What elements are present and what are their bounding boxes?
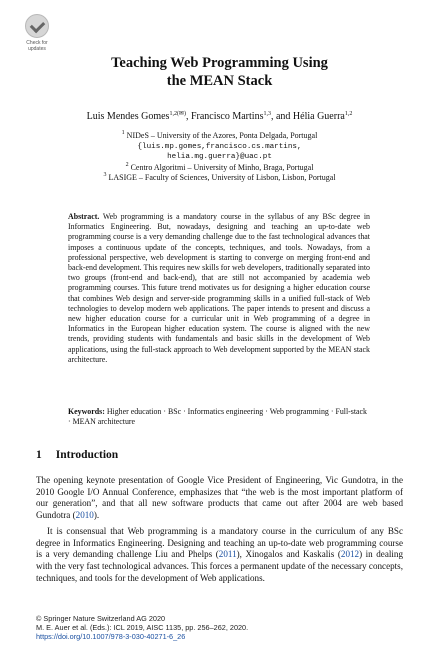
copyright-footer — [36, 614, 248, 642]
affiliation-1: $^1$ NIDeS – University of the Azores, Ponta Delgada, Portugal — [121, 130, 318, 140]
abstract-text: Web programming is a mandatory course in the syllabus of any BSc degree in Informatics Engineering. But, nowadays, designing and teaching an up-to-date web programming course is a very demanding challenge due to the fast technological advances that imposes a continuous update of the concepts, techniques, and tools. Nowadays, from a professional perspective, web development is starting to converge on merging front-end and back-end development. This requires new skills for web developers, traditionally separated into two groups (front-end and back-end), that are still not accompanied by academia web programming courses. This future trend motivates us for designing a higher education course that combines Web design and server-side programming skills in a unified full-stack of Web technologies to develop modern web applications. The paper intends to present and discuss a new higher education course for a curricular unit in Web programming of a degree in Informatics in the European higher education system. The course is aligned with the new trends, providing students with fundamentals and basic skills in the development of Web applications, using the full-stack approach to Web development supported by the MEAN stack architecture. — [68, 212, 370, 364]
title-line1: Teaching Web Programming Using — [111, 55, 328, 71]
author-1-affil: 1,2(✉) — [169, 111, 186, 117]
citation-link[interactable]: 2012 — [340, 549, 360, 560]
citation-link[interactable]: 2011 — [218, 549, 237, 560]
author-3-affil: 1,2 — [344, 111, 353, 117]
author-3: Hélia Guerra — [292, 111, 345, 122]
affiliation-2: $^2$ Centro Algoritmi – University of Minho, Braga, Portugal — [125, 161, 314, 172]
check-updates-icon — [25, 14, 49, 38]
affiliation-3: $^3$ LASIGE – Faculty of Sciences, University of Lisbon, Lisbon, Portugal — [103, 172, 336, 182]
keywords — [68, 407, 370, 427]
badge-line1: Check for — [26, 40, 48, 46]
author-2: Francisco Martins — [190, 111, 264, 122]
author-1: Luis Mendes Gomes — [86, 111, 170, 122]
author-list: Luis Mendes Gomes$^{1,2(✉)}$, Francisco Martins$^{1,3}$, and Hélia Guerra$^{1,2}$ — [86, 111, 353, 122]
badge-line2: updates — [28, 46, 46, 52]
section-number: 1 — [36, 449, 42, 461]
title-line2: the MEAN Stack — [166, 73, 273, 89]
author-2-affil: 1,3 — [263, 111, 271, 117]
email-line-1: {luis.mp.gomes,francisco.cs.martins, — [137, 142, 302, 151]
abstract-label: Abstract. — [68, 212, 100, 221]
paragraph-1: The opening keynote presentation of Google Vice President of Engineering, Vic Gundotra, in the 2010 Google I/O Annual Conference, emphasizes that “the web is the most important platform of our generation”, and that all new software products that came out after 2004 are web based Gundotra (2010). — [36, 475, 403, 521]
body-text — [36, 475, 403, 588]
paper-title — [0, 54, 439, 90]
check-for-updates-badge[interactable] — [22, 14, 52, 54]
copyright-line: © Springer Nature Switzerland AG 2020 — [36, 614, 166, 623]
affiliations — [0, 131, 439, 184]
keywords-text: Higher education · BSc · Informatics engineering · Web programming · Full-stack · MEAN architecture — [68, 407, 368, 427]
citation-line: M. E. Auer et al. (Eds.): ICL 2019, AISC 1135, pp. 256–262, 2020. — [36, 623, 249, 633]
citation-link[interactable]: 2010 — [75, 510, 94, 521]
paragraph-2: It is consensual that Web programming is a mandatory course in the curriculum of any BSc degree in Informatics Engineering. Designing and teaching an up-to-date web programming course is a very demanding challenge Liu and Phelps (2011), Xinogalos and Kaskalis (2012) in dealing with the very fast technological advances. This forces a permanent update of the necessary concepts, techniques, and tools for the development of Web applications. — [36, 525, 403, 583]
email-line-2: helia.mg.guerra}@uac.pt — [167, 153, 272, 161]
doi-link[interactable]: https://doi.org/10.1007/978-3-030-40271-6_26 — [36, 632, 186, 642]
author-separator: and — [275, 111, 291, 122]
keywords-label: Keywords: — [68, 407, 105, 416]
section-heading — [36, 449, 118, 461]
abstract — [68, 212, 370, 365]
section-title: Introduction — [55, 449, 119, 461]
